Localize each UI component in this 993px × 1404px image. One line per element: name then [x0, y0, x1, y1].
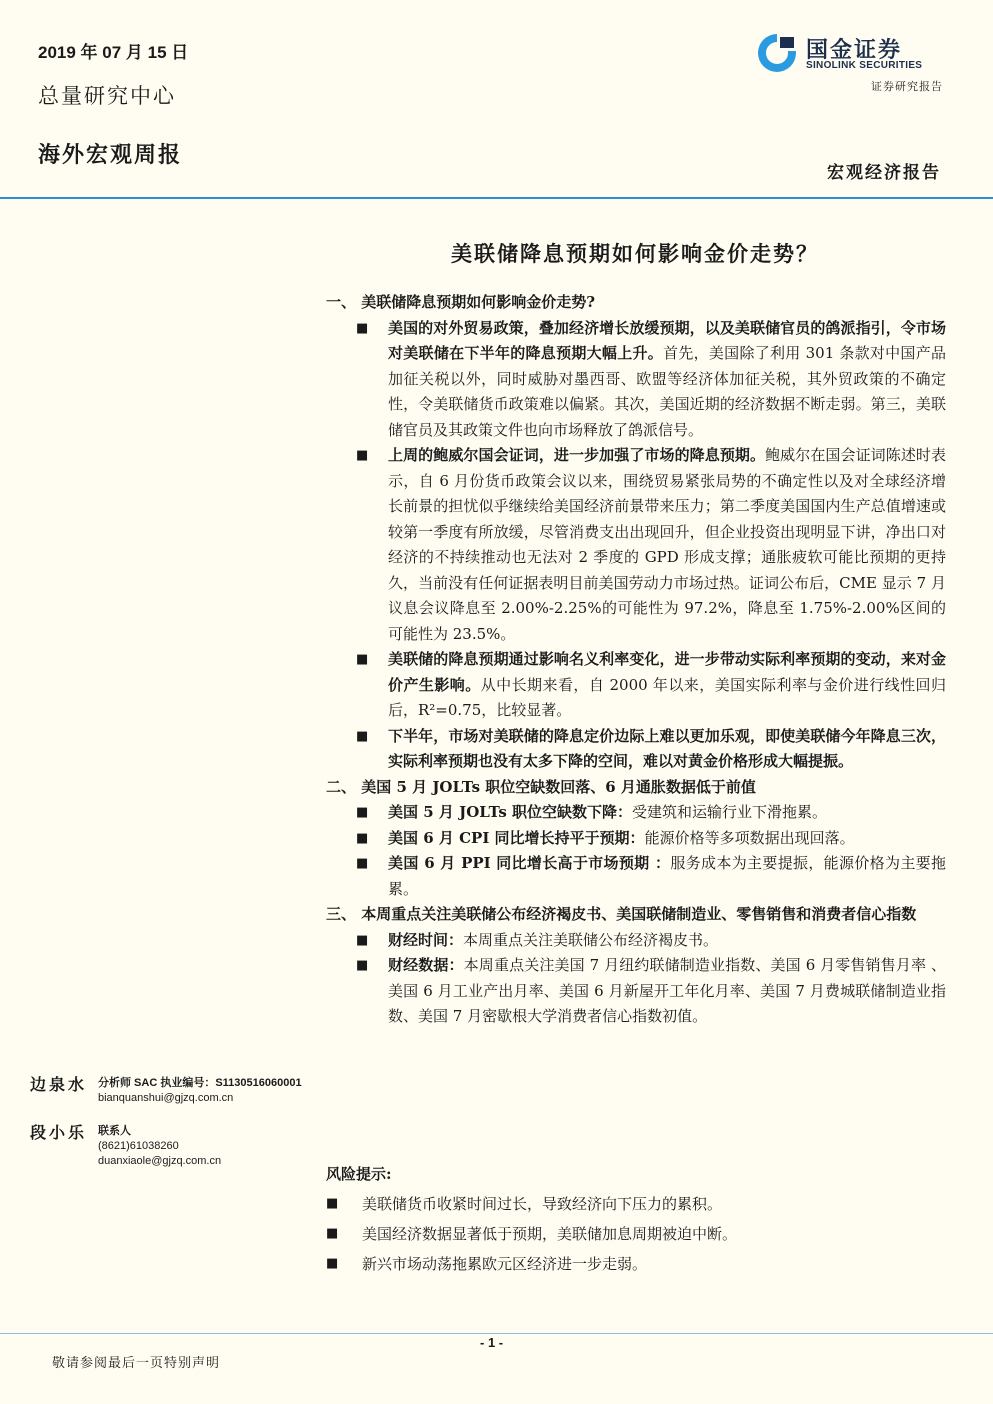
- author-email[interactable]: bianquanshui@gjzq.com.cn: [98, 1092, 234, 1104]
- report-title: 美联储降息预期如何影响金价走势？: [451, 241, 819, 266]
- author-name: 段小乐: [30, 1123, 88, 1142]
- section-heading: 一、 美联储降息预期如何影响金价走势?: [326, 293, 596, 311]
- risk-section: [326, 1159, 946, 1279]
- bullet-bold: 财经时间：: [388, 930, 464, 949]
- risk-text: 新兴市场动荡拖累欧元区经济进一步走弱。: [362, 1255, 648, 1273]
- logo-cn-text: 国金证券: [806, 37, 903, 62]
- bullet-text: 受建筑和运输行业下滑拖累。: [632, 803, 828, 821]
- section-heading: 二、 美国 5 月 JOLTs 职位空缺数回落、6 月通胀数据低于前值: [326, 777, 756, 796]
- series-title: 海外宏观周报: [38, 142, 183, 168]
- logo-en-text: SINOLINK SECURITIES: [806, 60, 923, 71]
- bullet-square-icon: ■: [356, 830, 369, 846]
- bullet-bold: 美国 6 月 PPI 同比增长高于市场预期 ：: [388, 854, 671, 872]
- report-date: 2019 年 07 月 15 日: [38, 43, 189, 62]
- risk-item: [326, 1189, 946, 1219]
- bullet-item: [326, 316, 946, 444]
- bullet-square-icon: ■: [326, 1196, 339, 1211]
- bullet-square-icon: ■: [356, 320, 369, 336]
- risk-heading: 风险提示:: [326, 1165, 392, 1183]
- author-role: 分析师 SAC 执业编号：S1130516060001: [98, 1077, 302, 1089]
- bullet-text: 能源价格等多项数据出现回落。: [644, 828, 855, 847]
- bullet-square-icon: ■: [356, 958, 369, 973]
- bullet-item: [326, 953, 946, 1030]
- bullet-square-icon: ■: [356, 728, 369, 744]
- bullet-square-icon: ■: [356, 805, 369, 820]
- bullet-square-icon: ■: [356, 652, 369, 667]
- risk-text: 美联储货币收紧时间过长，导致经济向下压力的累积。: [362, 1195, 723, 1213]
- bullet-text: 服务成本为主要提振，能源价格为主要拖累。: [388, 854, 946, 898]
- bullet-item: [326, 851, 946, 902]
- footer-disclaimer: 敬请参阅最后一页特别声明: [52, 1356, 221, 1371]
- bullet-text: 从中长期来看，自 2000 年以来，美国实际利率与金价进行线性回归后，R²=0.75，比较显著。: [388, 675, 946, 719]
- company-logo: [756, 32, 946, 77]
- bullet-bold: 美国 6 月 CPI 同比增长持平于预期：: [388, 828, 645, 847]
- research-label: 证券研究报告: [871, 80, 943, 93]
- risk-item: [326, 1219, 946, 1249]
- bullet-square-icon: ■: [356, 932, 369, 948]
- bullet-bold: 下半年，市场对美联储的降息定价边际上难以更加乐观，即使美联储今年降息三次，实际利率预期也没有太多下降的空间，难以对黄金价格形成大幅提振。: [388, 726, 946, 770]
- footer-divider: [0, 1333, 993, 1334]
- bullet-item: [326, 443, 946, 647]
- page-number: - 1 -: [480, 1335, 504, 1350]
- author-role: 联系人: [98, 1125, 131, 1137]
- summary-body: [326, 290, 946, 1030]
- bullet-item: [326, 826, 946, 852]
- research-center: 总量研究中心: [38, 84, 176, 108]
- author-info: [98, 1076, 302, 1106]
- author-name: 边泉水: [30, 1075, 88, 1094]
- report-type: 宏观经济报告: [827, 163, 941, 183]
- bullet-text: 本周重点关注美国 7 月纽约联储制造业指数、美国 6 月零售销售月率 、美国 6 月工业产出月率、美国 6 月新屋开工年化月率、美国 7 月费城联储制造业指数、美国 7 月密歇根大学消费者信心指数初值。: [388, 956, 946, 1025]
- bullet-item: [326, 724, 946, 775]
- bullet-item: [326, 928, 946, 954]
- author-phone: (8621)61038260: [98, 1140, 179, 1152]
- author-info: [98, 1124, 221, 1169]
- bullet-text: 本周重点关注美联储公布经济褐皮书。: [463, 930, 719, 949]
- bullet-text: 鲍威尔在国会证词陈述时表示，自 6 月份货币政策会议以来，围绕贸易紧张局势的不确定性以及对全球经济增长前景的担忧似乎继续给美国经济前景带来压力；第二季度美国国内生产总值增速或较第一季度有所放缓，尽管消费支出出现回升，但企业投资出现明显下讲，净出口对经济的不持续推动也无法对 2 季度的 GPD 形成支撑；通胀疲软可能比预期的更持久，当前没有任何证据表明目前美国劳动力市场过热。证词公布后，CME 显示 7 月议息会议降息至 2.00%-2.25%的可能性为 97.2%，降息至 1.75%-2.00%区间的可能性为 23.5%。: [388, 446, 946, 643]
- sinolink-logo-icon: [756, 32, 798, 74]
- bullet-square-icon: ■: [326, 1226, 339, 1241]
- bullet-bold: 美联储的降息预期通过影响名义利率变化，进一步带动实际利率预期的变动，来对金价产生影响。: [388, 650, 946, 694]
- bullet-bold: 上周的鲍威尔国会证词，进一步加强了市场的降息预期。: [388, 446, 766, 464]
- bullet-bold: 财经数据：: [388, 956, 464, 974]
- author-email[interactable]: duanxiaole@gjzq.com.cn: [98, 1155, 222, 1167]
- bullet-square-icon: ■: [356, 448, 369, 463]
- bullet-square-icon: ■: [326, 1256, 339, 1271]
- bullet-square-icon: ■: [356, 856, 369, 871]
- risk-item: [326, 1249, 946, 1279]
- bullet-text: 首先，美国除了利用 301 条款对中国产品加征关税以外，同时威胁对墨西哥、欧盟等经济体加征关税，其外贸政策的不确定性，令美联储货币政策难以偏紧。其次，美国近期的经济数据不断走弱。第三，美联储官员及其政策文件也向市场释放了鸽派信号。: [388, 344, 946, 439]
- bullet-bold: 美国的对外贸易政策，叠加经济增长放缓预期，以及美联储官员的鸽派指引，令市场对美联储在下半年的降息预期大幅上升。: [388, 318, 946, 362]
- bullet-bold: 美国 5 月 JOLTs 职位空缺数下降：: [388, 803, 633, 821]
- bullet-item: [326, 647, 946, 724]
- bullet-item: [326, 800, 946, 826]
- risk-text: 美国经济数据显著低于预期，美联储加息周期被迫中断。: [362, 1225, 738, 1243]
- header-divider: [0, 197, 993, 199]
- section-heading: 三、 本周重点关注美联储公布经济褐皮书、美国联储制造业、零售销售和消费者信心指数: [326, 905, 917, 923]
